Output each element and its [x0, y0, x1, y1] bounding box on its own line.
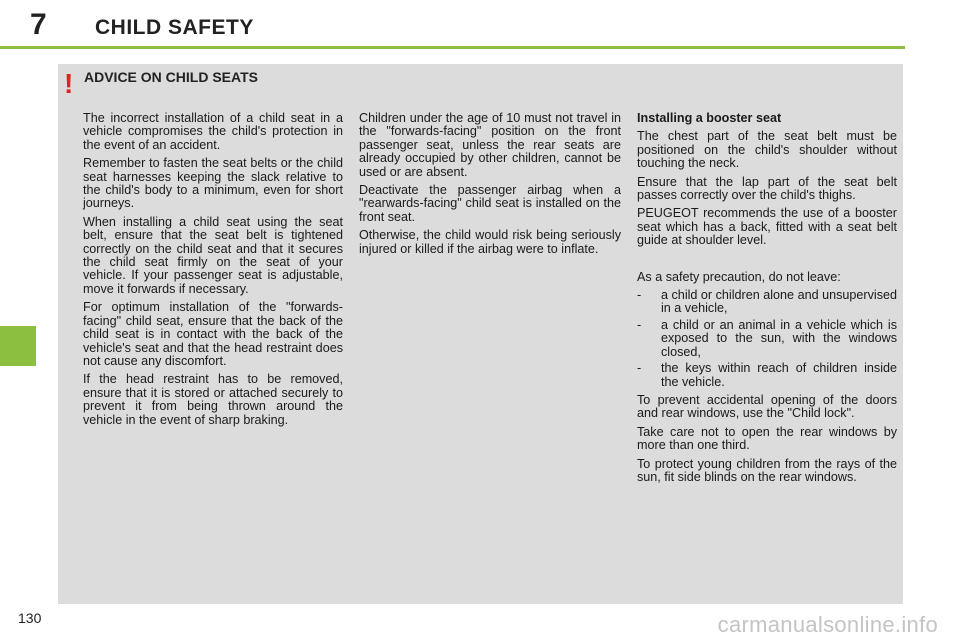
list-item-text: a child or an animal in a vehicle which is exposed to the sun, with the windows closed, [661, 317, 897, 359]
paragraph: The incorrect installation of a child seat in a vehicle compromises the child's protection in the event of an accident. [83, 111, 343, 152]
dash-marker: - [637, 361, 642, 376]
paragraph: Deactivate the passenger airbag when a "rearwards-facing" child seat is installed on the front seat. [359, 183, 621, 224]
chapter-title: CHILD SAFETY [95, 16, 254, 39]
list-item [637, 362, 897, 389]
section-heading: Installing a booster seat [637, 111, 782, 125]
watermark: carmanualsonline.info [717, 612, 938, 637]
dash-marker: - [637, 288, 642, 303]
list-item [637, 289, 897, 316]
page-number: 130 [18, 610, 42, 626]
paragraph: To prevent accidental opening of the doors and rear windows, use the "Child lock". [637, 392, 897, 421]
header-divider [0, 46, 905, 49]
paragraph: Children under the age of 10 must not travel in the "forwards-facing" position on the front passenger seat, unless the rear seats are already occupied by other children, cannot be used or are absent. [359, 111, 621, 179]
spacer [637, 253, 897, 271]
column-3 [637, 112, 897, 489]
paragraph: To protect young children from the rays of the sun, fit side blinds on the rear windows. [637, 456, 897, 484]
list-item-text: the keys within reach of children inside the vehicle. [661, 361, 897, 389]
dash-marker: - [637, 317, 642, 332]
panel-title: ADVICE ON CHILD SEATS [84, 69, 258, 85]
chapter-number: 7 [30, 8, 47, 41]
paragraph: If the head restraint has to be removed, ensure that it is stored or attached securely to prevent it from being thrown around the vehicle in the event of sharp braking. [83, 372, 343, 427]
paragraph: Ensure that the lap part of the seat belt passes correctly over the child's thighs. [637, 174, 897, 203]
paragraph: PEUGEOT recommends the use of a booster seat which has a back, fitted with a seat belt guide at shoulder level. [637, 206, 897, 248]
warning-icon: ! [64, 68, 74, 99]
precaution-intro: As a safety precaution, do not leave: [637, 269, 841, 284]
paragraph: Otherwise, the child would risk being seriously injured or killed if the airbag were to inflate. [359, 228, 621, 256]
precaution-list [637, 289, 897, 389]
paragraph: For optimum installation of the "forwards-facing" child seat, ensure that the back of the child seat is in contact with the back of the vehicle's seat and that the head restraint does not cause any discomfort. [83, 300, 343, 368]
column-1 [83, 112, 343, 432]
column-2 [359, 112, 621, 261]
paragraph: The chest part of the seat belt must be positioned on the child's shoulder without touching the neck. [637, 129, 897, 171]
paragraph: Remember to fasten the seat belts or the child seat harnesses keeping the slack relative to the child's body to a minimum, even for short journeys. [83, 156, 343, 211]
paragraph: Take care not to open the rear windows by more than one third. [637, 424, 897, 453]
list-item-text: a child or children alone and unsupervised in a vehicle, [661, 288, 897, 316]
paragraph: When installing a child seat using the seat belt, ensure that the seat belt is tightened correctly on the child seat and that it secures the child seat firmly on the seat of your vehicle. If your passenger seat is adjustable, move it forwards if necessary. [83, 214, 343, 296]
chapter-side-tab [0, 326, 36, 366]
list-item [637, 319, 897, 359]
